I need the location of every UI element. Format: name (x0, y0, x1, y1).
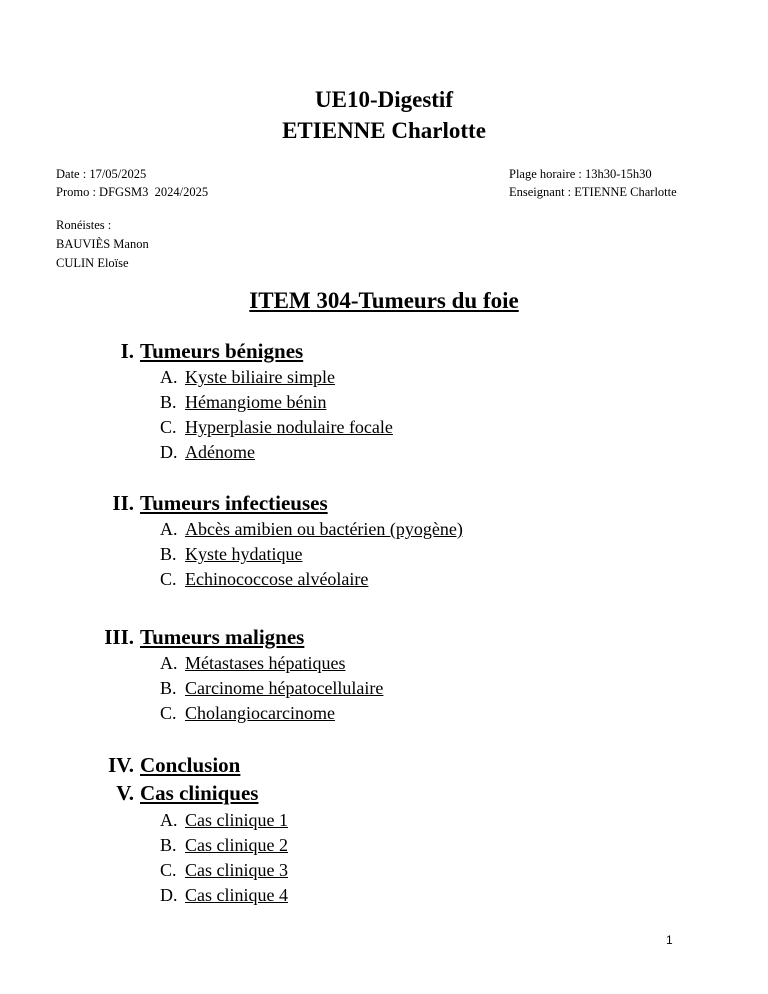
toc-subitem[interactable] (160, 883, 288, 908)
roneistes-label: Ronéistes : (56, 218, 112, 232)
toc-subitem[interactable] (160, 365, 335, 390)
sub-text: Métastases hépatiques (185, 653, 346, 673)
sub-letter: B. (160, 392, 177, 412)
sub-text: Hyperplasie nodulaire focale (185, 417, 393, 437)
meta-right (509, 165, 677, 201)
roneiste-name: CULIN Eloïse (56, 256, 129, 270)
course-title: UE10-Digestif (315, 87, 453, 112)
section-heading[interactable] (108, 752, 241, 778)
sub-letter: B. (160, 544, 177, 564)
teacher-line: Enseignant : ETIENNE Charlotte (509, 185, 677, 199)
sub-text: Cas clinique 2 (185, 835, 288, 855)
section-label: Cas cliniques (140, 781, 259, 805)
sub-text: Abcès amibien ou bactérien (pyogène) (185, 519, 463, 539)
toc-subitem[interactable] (160, 440, 255, 465)
item-title: ITEM 304-Tumeurs du foie (249, 288, 519, 313)
sub-letter: A. (160, 810, 178, 830)
section-heading[interactable] (112, 490, 328, 516)
section-heading[interactable] (120, 338, 304, 364)
sub-letter: B. (160, 678, 177, 698)
sub-letter: A. (160, 367, 178, 387)
section-number: I. (120, 339, 134, 363)
sub-text: Cas clinique 3 (185, 860, 288, 880)
sub-text: Cas clinique 4 (185, 885, 288, 905)
sub-letter: C. (160, 417, 177, 437)
time-slot-line: Plage horaire : 13h30-15h30 (509, 167, 652, 181)
sub-text: Adénome (185, 442, 255, 462)
toc-subitem[interactable] (160, 542, 302, 567)
sub-text: Hémangiome bénin (185, 392, 327, 412)
sub-letter: B. (160, 835, 177, 855)
toc-subitem[interactable] (160, 567, 368, 592)
section-number: V. (116, 781, 134, 805)
section-heading[interactable] (104, 624, 305, 650)
sub-letter: D. (160, 885, 178, 905)
promo-line: Promo : DFGSM3 2024/2025 (56, 185, 209, 199)
teacher-title: ETIENNE Charlotte (282, 118, 486, 143)
toc-subitem[interactable] (160, 415, 393, 440)
sub-text: Carcinome hépatocellulaire (185, 678, 384, 698)
sub-text: Echinococcose alvéolaire (185, 569, 369, 589)
toc-subitem[interactable] (160, 833, 288, 858)
sub-text: Cholangiocarcinome (185, 703, 335, 723)
section-label: Tumeurs bénignes (140, 339, 304, 363)
date-line: Date : 17/05/2025 (56, 167, 147, 181)
roneistes-block (56, 216, 149, 273)
toc-subitem[interactable] (160, 676, 383, 701)
sub-letter: C. (160, 860, 177, 880)
toc-subitem[interactable] (160, 701, 335, 726)
meta-left (56, 165, 208, 201)
page-number: 1 (666, 933, 673, 947)
section-label: Tumeurs malignes (140, 625, 305, 649)
sub-text: Kyste hydatique (185, 544, 303, 564)
sub-text: Kyste biliaire simple (185, 367, 335, 387)
sub-letter: D. (160, 442, 178, 462)
section-heading[interactable] (116, 780, 259, 806)
section-label: Conclusion (140, 753, 241, 777)
section-number: IV. (108, 753, 134, 777)
toc-subitem[interactable] (160, 517, 463, 542)
sub-text: Cas clinique 1 (185, 810, 288, 830)
sub-letter: C. (160, 703, 177, 723)
toc-subitem[interactable] (160, 390, 326, 415)
sub-letter: C. (160, 569, 177, 589)
section-number: II. (112, 491, 134, 515)
sub-letter: A. (160, 519, 178, 539)
toc-subitem[interactable] (160, 808, 288, 833)
roneiste-name: BAUVIÈS Manon (56, 237, 149, 251)
toc-subitem[interactable] (160, 651, 345, 676)
toc-subitem[interactable] (160, 858, 288, 883)
section-number: III. (104, 625, 134, 649)
sub-letter: A. (160, 653, 178, 673)
section-label: Tumeurs infectieuses (140, 491, 328, 515)
